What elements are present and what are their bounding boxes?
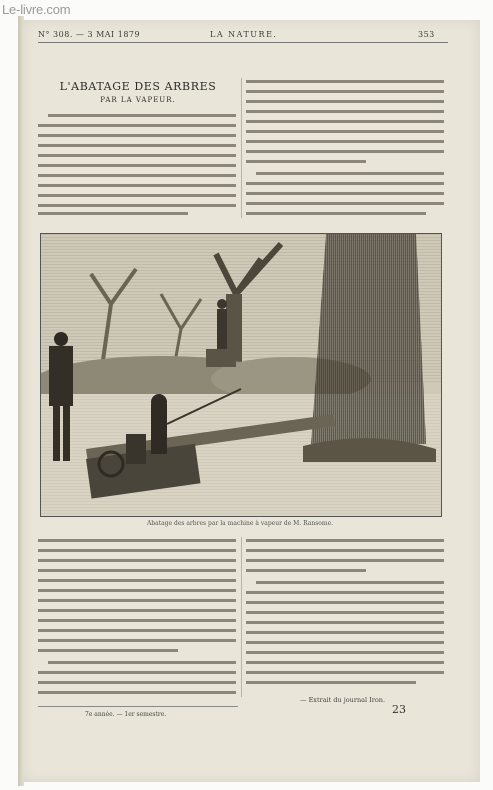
engraving-illustration bbox=[40, 233, 442, 517]
text-lines bbox=[38, 537, 236, 702]
tree-felling-scene bbox=[41, 234, 441, 516]
running-header-page-number: 353 bbox=[418, 30, 435, 39]
footer-issue-line: 7e année. — 1er semestre. bbox=[85, 711, 167, 718]
article-signature: — Extrait du journal Iron. bbox=[300, 696, 386, 704]
running-header-issue: N° 308. — 3 MAI 1879 bbox=[38, 30, 141, 39]
column-rule-bottom bbox=[241, 537, 242, 697]
text-lines bbox=[38, 112, 236, 216]
header-rule bbox=[38, 42, 448, 43]
footer-page-number: 23 bbox=[392, 703, 406, 716]
text-lines bbox=[246, 537, 444, 692]
footer-rule bbox=[38, 706, 238, 707]
figure-caption: Abatage des arbres par la machine à vapeur de M. Ransome. bbox=[146, 520, 334, 527]
article-title: L'ABATAGE DES ARBRES bbox=[59, 80, 217, 93]
article-subtitle: PAR LA VAPEUR. bbox=[100, 96, 176, 104]
text-block-right-bottom bbox=[246, 537, 444, 692]
text-block-left-bottom bbox=[38, 537, 236, 702]
watermark: Le-livre.com bbox=[2, 2, 71, 17]
running-header-journal: LA NATURE. bbox=[210, 30, 278, 39]
text-block-right-top bbox=[246, 78, 444, 218]
text-block-left-top bbox=[38, 112, 236, 216]
column-rule-top bbox=[241, 78, 242, 218]
text-lines bbox=[246, 78, 444, 218]
